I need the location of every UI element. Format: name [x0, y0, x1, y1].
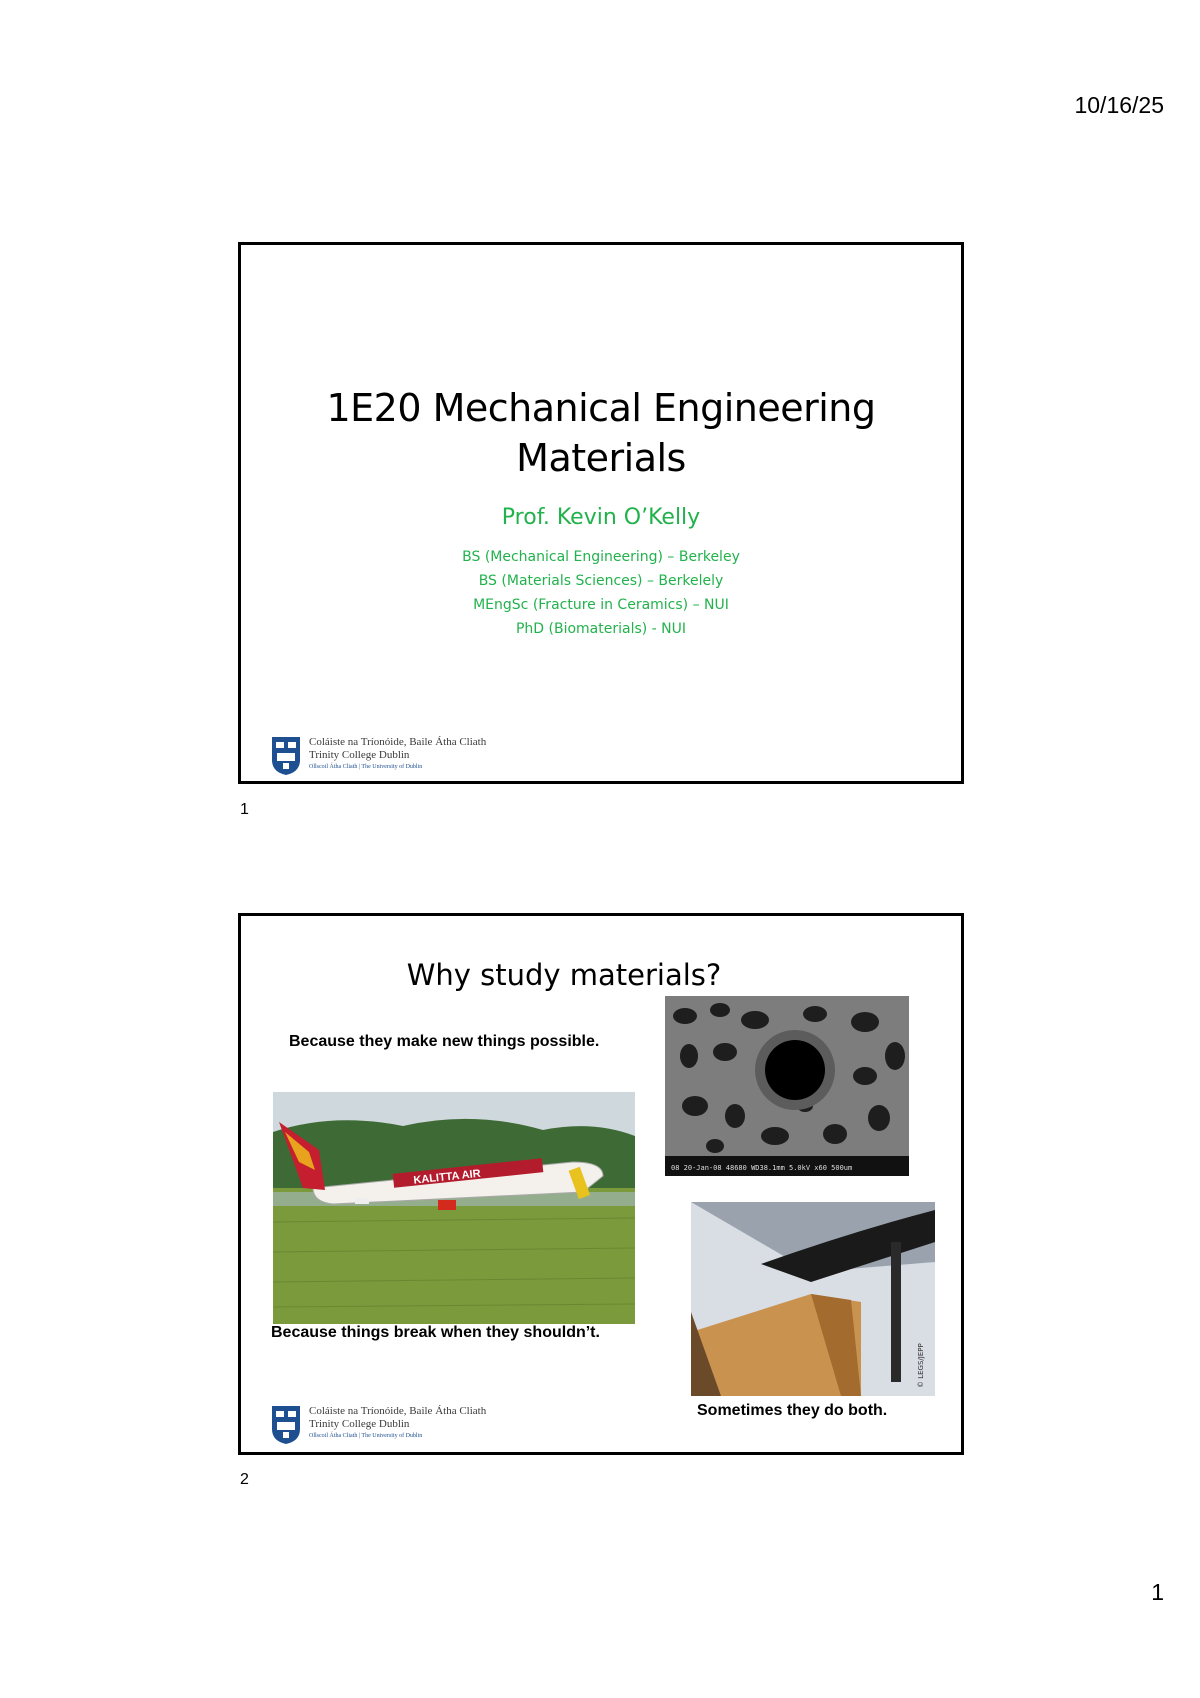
presenter-name: Prof. Kevin O’Kelly — [501, 505, 701, 530]
slide-2-title: Why study materials? — [406, 958, 722, 992]
title-line-1: 1E20 Mechanical Engineering — [326, 386, 876, 430]
logo-line-english: Trinity College Dublin — [309, 749, 410, 761]
tcd-logo — [271, 1403, 521, 1449]
caption-things-break: Because things break when they shouldn’t. — [271, 1324, 600, 1341]
title-line-2: Materials — [516, 436, 686, 480]
caption-new-things: Because they make new things possible. — [289, 1033, 600, 1050]
wing-fracture-photo — [691, 1202, 935, 1396]
plane-livery-text: KALITTA AIR — [412, 1167, 482, 1187]
tcd-logo — [271, 734, 521, 780]
credential-item: BS (Materials Sciences) – Berkelely — [478, 573, 724, 589]
logo-line-irish: Coláiste na Tríonóide, Baile Átha Cliath — [309, 736, 487, 748]
micrograph-info-bar: 08 20-Jan-08 48680 WD38.1mm 5.0kV x60 500um — [671, 1164, 853, 1172]
porous-micrograph-image — [665, 996, 909, 1176]
credential-item: BS (Mechanical Engineering) – Berkeley — [462, 549, 740, 565]
slide-1-number: 1 — [240, 801, 249, 818]
credentials-list — [241, 545, 961, 641]
logo-line-irish: Coláiste na Tríonóide, Baile Átha Cliath — [309, 1405, 487, 1417]
logo-line-tagline: Ollscoil Átha Cliath | The University of Dublin — [309, 764, 423, 770]
logo-line-tagline: Ollscoil Átha Cliath | The University of Dublin — [309, 1433, 423, 1439]
tcd-crest-icon — [271, 736, 301, 776]
page-number: 1 — [1151, 1579, 1164, 1605]
crashed-plane-photo — [273, 1092, 635, 1324]
slide-1-title — [241, 383, 961, 483]
tcd-crest-icon — [271, 1405, 301, 1445]
credential-item: MEngSc (Fracture in Ceramics) – NUI — [473, 597, 729, 613]
caption-both: Sometimes they do both. — [697, 1402, 888, 1419]
document-date: 10/16/25 — [1074, 92, 1164, 118]
credential-item: PhD (Biomaterials) - NUI — [515, 621, 687, 637]
slide-2-number: 2 — [240, 1471, 249, 1488]
slide-2 — [238, 913, 964, 1455]
slide-1 — [238, 242, 964, 784]
logo-line-english: Trinity College Dublin — [309, 1418, 410, 1430]
svg-text:© LEGS/JEPP: © LEGS/JEPP — [917, 1343, 925, 1388]
